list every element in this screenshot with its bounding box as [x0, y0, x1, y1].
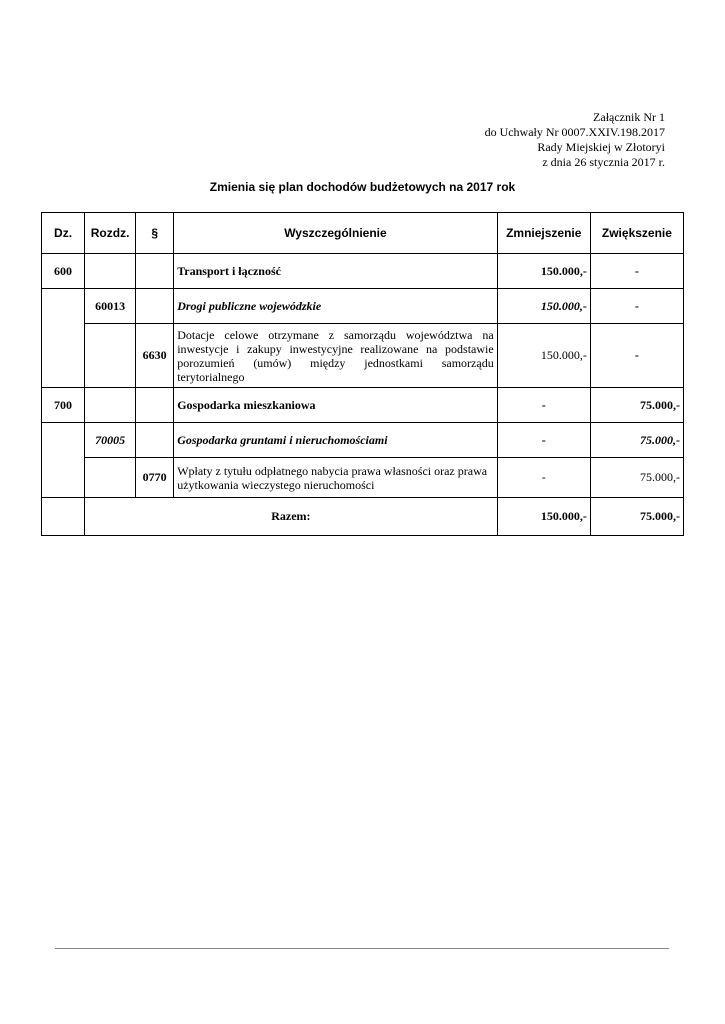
cell-dz: [42, 423, 85, 498]
description-text: Wpłaty z tytułu odpłatnego nabycia prawa własności oraz prawa użytkowania wieczystego nieruchomości: [177, 463, 488, 492]
cell-rozdz: 70005: [85, 423, 136, 458]
cell-description: Transport i łączność: [174, 254, 498, 289]
budget-table: [41, 212, 684, 536]
description-text: Dotacje celowe otrzymane z samorządu województwa na inwestycje i zakupy inwestycyjne realizowane na podstawie porozumień (umów) między jednostkami samorządu terytorialnego: [177, 327, 494, 384]
cell-increase: -: [590, 254, 683, 289]
header-paragraph: §: [136, 213, 174, 254]
cell-rozdz: [85, 254, 136, 289]
resolution-number: do Uchwały Nr 0007.XXIV.198.2017: [484, 125, 665, 139]
cell-paragraph: 0770: [136, 458, 174, 498]
cell-description: Gospodarka gruntami i nieruchomościami: [174, 423, 498, 458]
council-name: Rady Miejskiej w Złotoryi: [537, 140, 665, 154]
cell-rozdz: [85, 388, 136, 423]
cell-description: [174, 458, 498, 498]
cell-dz: 700: [42, 388, 85, 423]
cell-dz: [42, 289, 85, 388]
cell-rozdz: 60013: [85, 289, 136, 324]
cell-rozdz: [85, 458, 136, 498]
header-rozdz: Rozdz.: [85, 213, 136, 254]
header-increase: Zwiększenie: [590, 213, 683, 254]
table-row: [42, 289, 684, 324]
cell-decrease: 150.000,-: [497, 254, 590, 289]
attachment-number: Załącznik Nr 1: [593, 110, 665, 124]
attachment-header: [485, 110, 665, 170]
footer-divider: [55, 948, 669, 949]
cell-paragraph: 6630: [136, 324, 174, 388]
cell-description: [174, 324, 498, 388]
cell-description: Gospodarka mieszkaniowa: [174, 388, 498, 423]
table-row: [42, 423, 684, 458]
cell-dz: 600: [42, 254, 85, 289]
cell-description: Drogi publiczne wojewódzkie: [174, 289, 498, 324]
cell-paragraph: [136, 423, 174, 458]
cell-increase: -: [590, 289, 683, 324]
cell-decrease: -: [497, 458, 590, 498]
header-decrease: Zmniejszenie: [497, 213, 590, 254]
cell-paragraph: [136, 289, 174, 324]
header-description: Wyszczególnienie: [174, 213, 498, 254]
total-label: Razem:: [85, 498, 498, 536]
table-row: [42, 388, 684, 423]
cell-decrease: -: [497, 423, 590, 458]
table-header-row: [42, 213, 684, 254]
cell-rozdz: [85, 324, 136, 388]
cell-decrease: 150.000,-: [497, 289, 590, 324]
cell-dz: [42, 498, 85, 536]
cell-paragraph: [136, 254, 174, 289]
cell-increase: 75.000,-: [590, 388, 683, 423]
table-row: [42, 254, 684, 289]
document-title: Zmienia się plan dochodów budżetowych na 2017 rok: [209, 180, 516, 194]
cell-increase: 75.000,-: [590, 458, 683, 498]
resolution-date: z dnia 26 stycznia 2017 r.: [542, 155, 665, 169]
cell-decrease: -: [497, 388, 590, 423]
header-dz: Dz.: [42, 213, 85, 254]
total-row: [42, 498, 684, 536]
cell-increase: 75.000,-: [590, 423, 683, 458]
total-increase: 75.000,-: [590, 498, 683, 536]
table-row: [42, 324, 684, 388]
cell-paragraph: [136, 388, 174, 423]
table-row: [42, 458, 684, 498]
total-decrease: 150.000,-: [497, 498, 590, 536]
cell-decrease: 150.000,-: [497, 324, 590, 388]
cell-increase: -: [590, 324, 683, 388]
